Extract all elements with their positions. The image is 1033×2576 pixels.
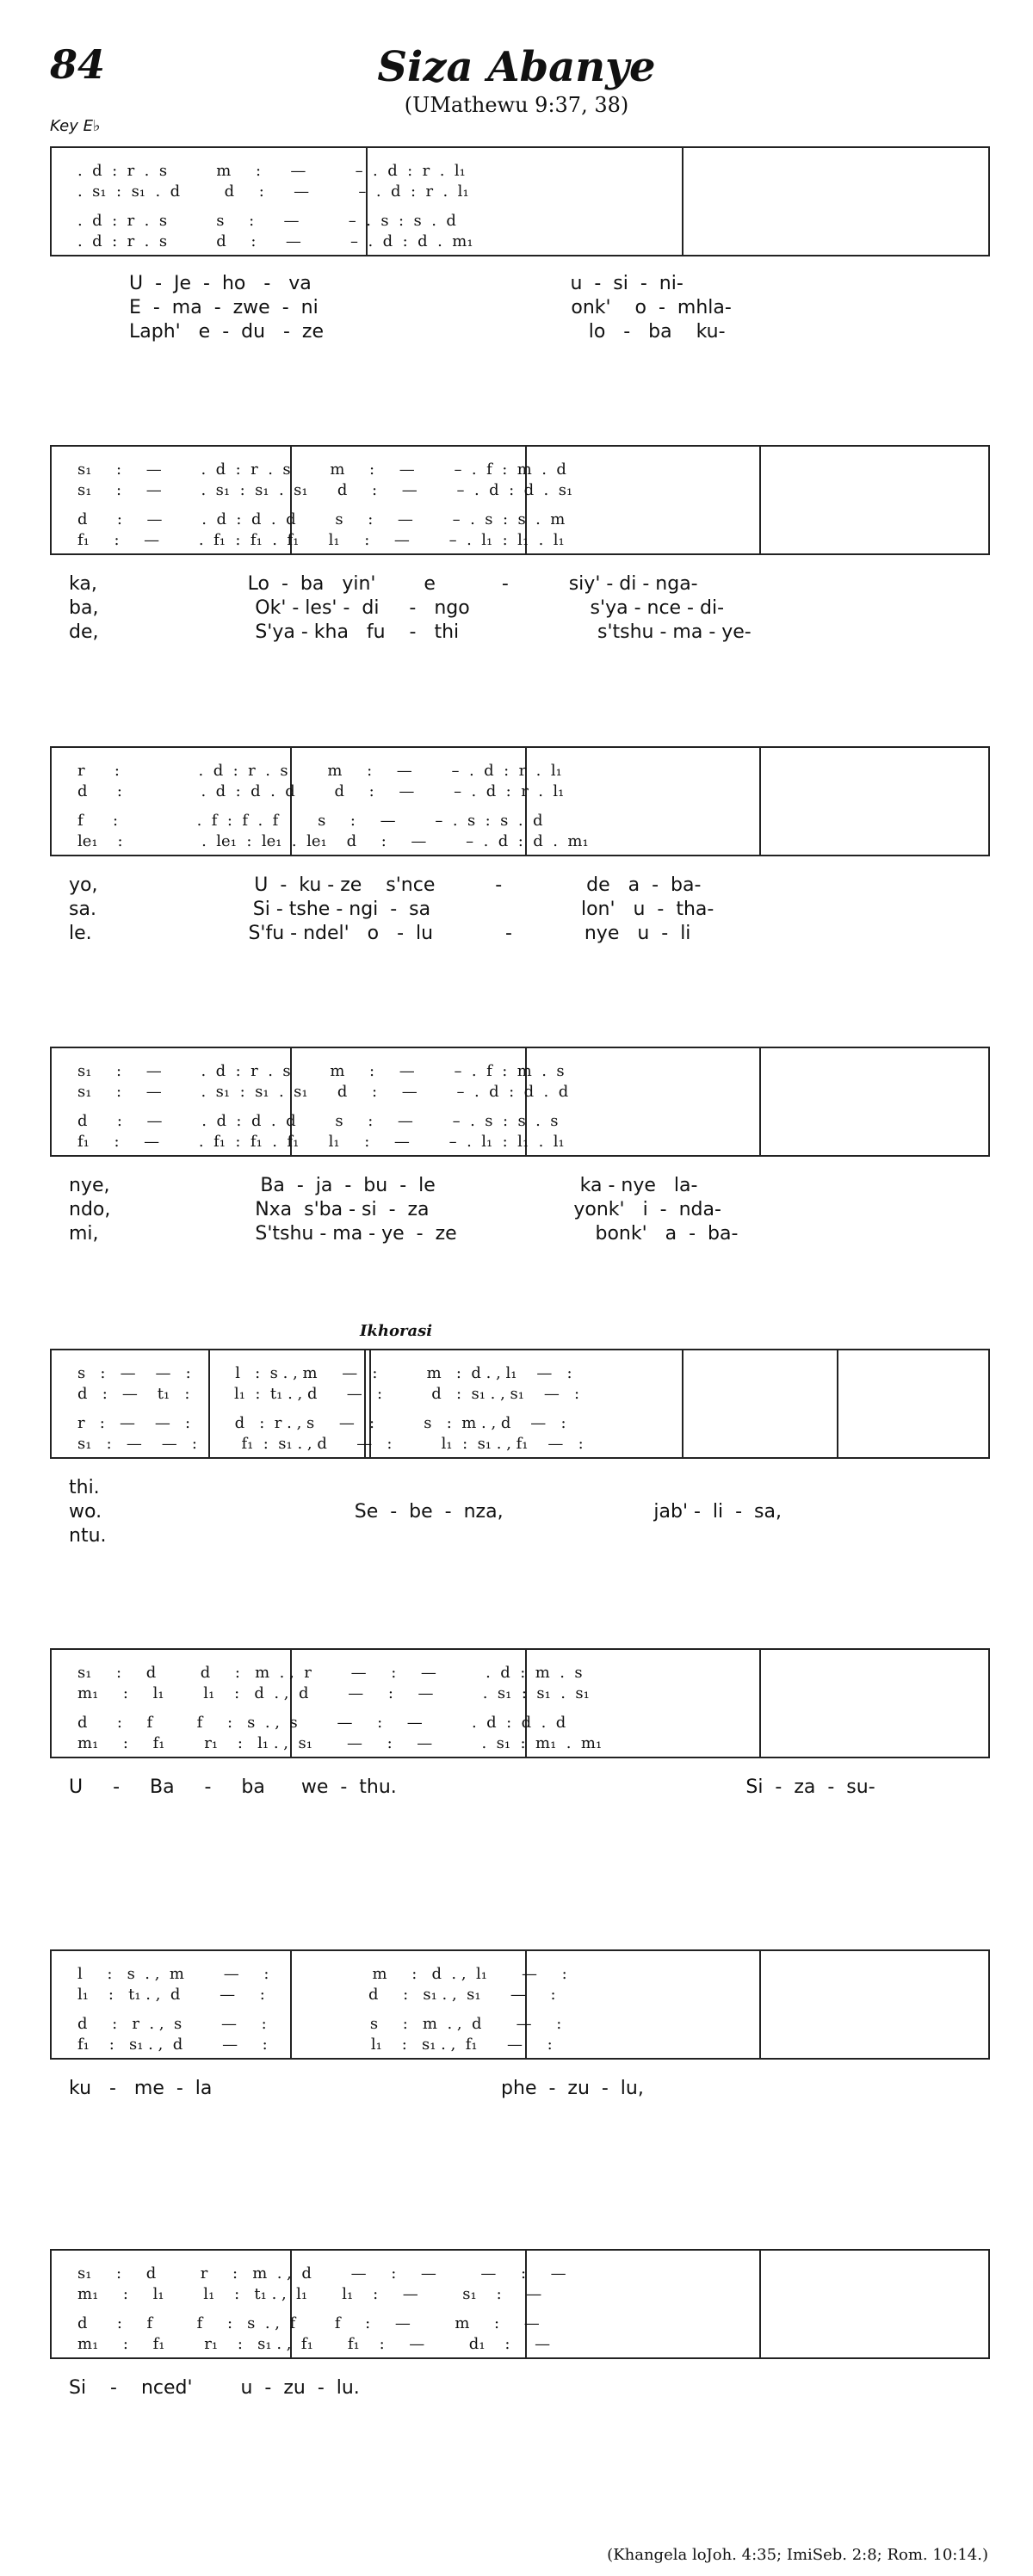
voice-part-row: d : r . , s — : s : m . , d — : [77,2015,562,2033]
notation-system [50,1949,990,2060]
lyrics-block [69,874,714,946]
notation-system [50,146,990,256]
voice-part-row: s₁ : — . d : r . s m : — – . f : m . s [77,1062,565,1080]
lyrics-block [69,2376,360,2400]
lyric-line: ba, Ok' - les' - di - ngo s'ya - nce - di- [69,597,725,619]
lyric-line: U - Ba - ba we - thu. Si - za - su- [69,1776,875,1798]
lyric-line: E - ma - zwe - ni onk' o - mhla- [129,297,732,318]
voice-part-row: m₁ : f₁ r₁ : l₁ . , s₁ — : — . s₁ : m₁ . m₁ [77,1734,603,1752]
lyric-line: yo, U - ku - ze s'nce - de a - ba- [69,874,702,896]
notation-system [50,746,990,856]
lyric-line: nye, Ba - ja - bu - le ka - nye la- [69,1175,698,1196]
voice-part-row: s₁ : — . s₁ : s₁ . s₁ d : — – . d : d . d [77,1083,569,1101]
lyrics-block [129,272,732,344]
barline [759,2251,761,2357]
voice-part-row: . s₁ : s₁ . d d : — – . d : r . l₁ [77,182,469,201]
lyric-line: Si - nced' u - zu - lu. [69,2377,360,2399]
voice-part-row: f : . f : f . f s : — – . s : s . d [77,812,543,830]
voice-part-row: f₁ : s₁ . , d — : l₁ : s₁ . , f₁ — : [77,2035,553,2054]
chorus-label: Ikhorasi [360,1322,433,1340]
notation-system [50,445,990,555]
voice-part-row: d : f f : s . , s — : — . d : d . d [77,1714,566,1732]
lyrics-block [69,2077,644,2101]
page-title: Siza Abanye [377,43,656,91]
page-number: 84 [50,41,106,88]
lyrics-block [69,1476,782,1548]
lyric-line: ka, Lo - ba yin' e - siy' - di - nga- [69,573,698,595]
voice-part-row: s₁ : — . d : r . s m : — – . f : m . d [77,460,566,479]
lyrics-block [69,1174,738,1246]
lyric-line: de, S'ya - kha fu - thi s'tshu - ma - ye- [69,621,752,643]
lyric-line: ku - me - la phe - zu - lu, [69,2078,644,2099]
barline [759,748,761,855]
barline [682,148,684,255]
barline [837,1350,838,1457]
voice-part-row: le₁ : . le₁ : le₁ . le₁ d : — – . d : d . m₁ [77,832,589,850]
barline [759,1650,761,1757]
notation-system [50,1648,990,1758]
lyric-line: thi. [69,1477,100,1498]
lyric-line: le. S'fu - ndel' o - lu - nye u - li [69,923,691,944]
voice-part-row: d : — t₁ : l₁ : t₁ . , d — : d : s₁ . , s₁ — : [77,1385,580,1403]
voice-part-row: r : — — : d : r . , s — : s : m . , d — : [77,1414,566,1432]
voice-part-row: s₁ : — . s₁ : s₁ . s₁ d : — – . d : d . s₁ [77,481,573,499]
voice-part-row: . d : r . s m : — – . d : r . l₁ [77,162,466,180]
notation-system [50,2249,990,2359]
scripture-reference: (UMathewu 9:37, 38) [404,93,629,117]
lyric-line: mi, S'tshu - ma - ye - ze bonk' a - ba- [69,1223,739,1245]
voice-part-row: . d : r . s d : — – . d : d . m₁ [77,232,473,250]
voice-part-row: l : s . , m — : m : d . , l₁ — : [77,1965,567,1983]
voice-part-row: f₁ : — . f₁ : f₁ . f₁ l₁ : — – . l₁ : l₁ . l₁ [77,531,565,549]
voice-part-row: f₁ : — . f₁ : f₁ . f₁ l₁ : — – . l₁ : l₁ . l₁ [77,1133,565,1151]
voice-part-row: m₁ : l₁ l₁ : d . , d — : — . s₁ : s₁ . s₁ [77,1684,590,1702]
voice-part-row: d : . d : d . d d : — – . d : r . l₁ [77,782,565,800]
barline [682,1350,684,1457]
notation-system [50,1047,990,1157]
lyric-line: ntu. [69,1525,107,1547]
voice-part-row: s : — — : l : s . , m — : m : d . , l₁ — : [77,1364,572,1382]
lyrics-block [69,1776,875,1800]
lyrics-block [69,572,752,645]
barline [759,1951,761,2058]
lyric-line: wo. Se - be - nza, jab' - li - sa, [69,1501,782,1523]
notation-system [50,1349,990,1459]
voice-part-row: d : f f : s . , f f : — m : — [77,2314,540,2332]
barline [759,1048,761,1155]
voice-part-row: d : — . d : d . d s : — – . s : s . s [77,1112,559,1130]
voice-part-row: s₁ : d d : m . , r — : — . d : m . s [77,1664,583,1682]
lyric-line: sa. Si - tshe - ngi - sa lon' u - tha- [69,899,714,920]
voice-part-row: l₁ : t₁ . , d — : d : s₁ . , s₁ — : [77,1986,556,2004]
voice-part-row: m₁ : f₁ r₁ : s₁ . , f₁ f₁ : — d₁ : — [77,2335,551,2353]
voice-part-row: . d : r . s s : — – . s : s . d [77,212,456,230]
footer-references: (Khangela loJoh. 4:35; ImiSeb. 2:8; Rom. 10:14.) [607,2546,988,2564]
lyric-line: ndo, Nxa s'ba - si - za yonk' i - nda- [69,1199,721,1220]
voice-part-row: d : — . d : d . d s : — – . s : s . m [77,510,566,528]
voice-part-row: m₁ : l₁ l₁ : t₁ . , l₁ l₁ : — s₁ : — [77,2285,542,2303]
barline [759,447,761,553]
lyric-line: U - Je - ho - va u - si - ni- [129,273,684,294]
voice-part-row: s₁ : d r : m . , d — : — — : — [77,2264,566,2283]
lyric-line: Laph' e - du - ze lo - ba ku- [129,321,726,343]
key-signature: Key E♭ [50,117,101,135]
voice-part-row: s₁ : — — : f₁ : s₁ . , d — : l₁ : s₁ . , f₁ — : [77,1435,584,1453]
voice-part-row: r : . d : r . s m : — – . d : r . l₁ [77,762,562,780]
